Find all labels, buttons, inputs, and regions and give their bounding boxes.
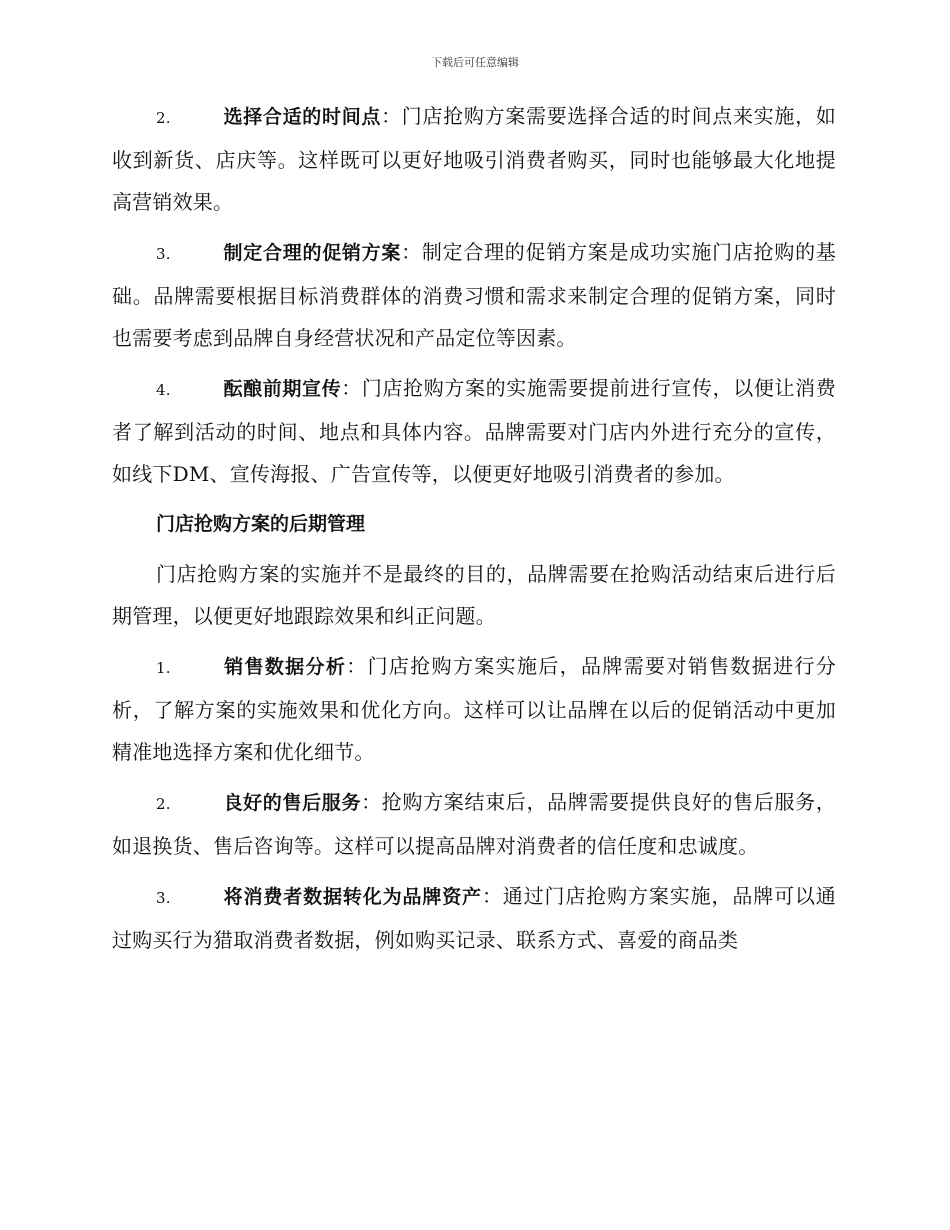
item-term: 销售数据分析 — [223, 656, 347, 678]
item-number: 2. — [156, 109, 171, 127]
item-term: 制定合理的促销方案 — [223, 242, 402, 264]
item-term: 将消费者数据转化为品牌资产 — [223, 886, 482, 908]
page-header: 下载后可任意编辑 — [431, 56, 519, 69]
list-item — [112, 95, 836, 223]
item-term: 选择合适的时间点 — [223, 106, 382, 128]
item-term: 酝酿前期宣传 — [223, 378, 342, 400]
item-text: ：制定合理的促销方案是成功实施门店抢购的基础。品牌需要根据目标消费群体的消费习惯和需求来制定合理的促销方案，同时也需要考虑到品牌自身经营状况和产品定位等因素。 — [112, 240, 836, 350]
item-number: 3. — [156, 889, 171, 907]
item-text: ：门店抢购方案的实施需要提前进行宣传，以便让消费者了解到活动的时间、地点和具体内容。品牌需要对门店内外进行充分的宣传，如线下DM、宣传海报、广告宣传等，以便更好地吸引消费者的参加。 — [112, 376, 836, 486]
item-text: ：抢购方案结束后，品牌需要提供良好的售后服务，如退换货、售后咨询等。这样可以提高品牌对消费者的信任度和忠诚度。 — [112, 790, 836, 858]
item-number: 3. — [156, 245, 171, 263]
item-term: 良好的售后服务 — [223, 792, 362, 814]
item-text: ：门店抢购方案需要选择合适的时间点来实施，如收到新货、店庆等。这样既可以更好地吸引消费者购买，同时也能够最大化地提高营销效果。 — [112, 104, 836, 214]
section-heading: 门店抢购方案的后期管理 — [156, 513, 366, 535]
item-number: 4. — [156, 381, 171, 399]
item-text: ：门店抢购方案实施后，品牌需要对销售数据进行分析，了解方案的实施效果和优化方向。这样可以让品牌在以后的促销活动中更加精准地选择方案和优化细节。 — [112, 654, 836, 764]
item-text: ：通过门店抢购方案实施，品牌可以通过购买行为猎取消费者数据，例如购买记录、联系方式、喜爱的商品类 — [112, 884, 836, 952]
list-item — [112, 367, 836, 495]
list-item — [112, 781, 836, 867]
item-number: 2. — [156, 795, 171, 813]
item-number: 1. — [156, 659, 171, 677]
list-item — [112, 231, 836, 359]
document-body — [112, 95, 836, 969]
section-intro: 门店抢购方案的实施并不是最终的目的，品牌需要在抢购活动结束后进行后期管理，以便更好地跟踪效果和纠正问题。 — [112, 562, 836, 628]
list-item — [112, 875, 836, 961]
list-item — [112, 645, 836, 773]
